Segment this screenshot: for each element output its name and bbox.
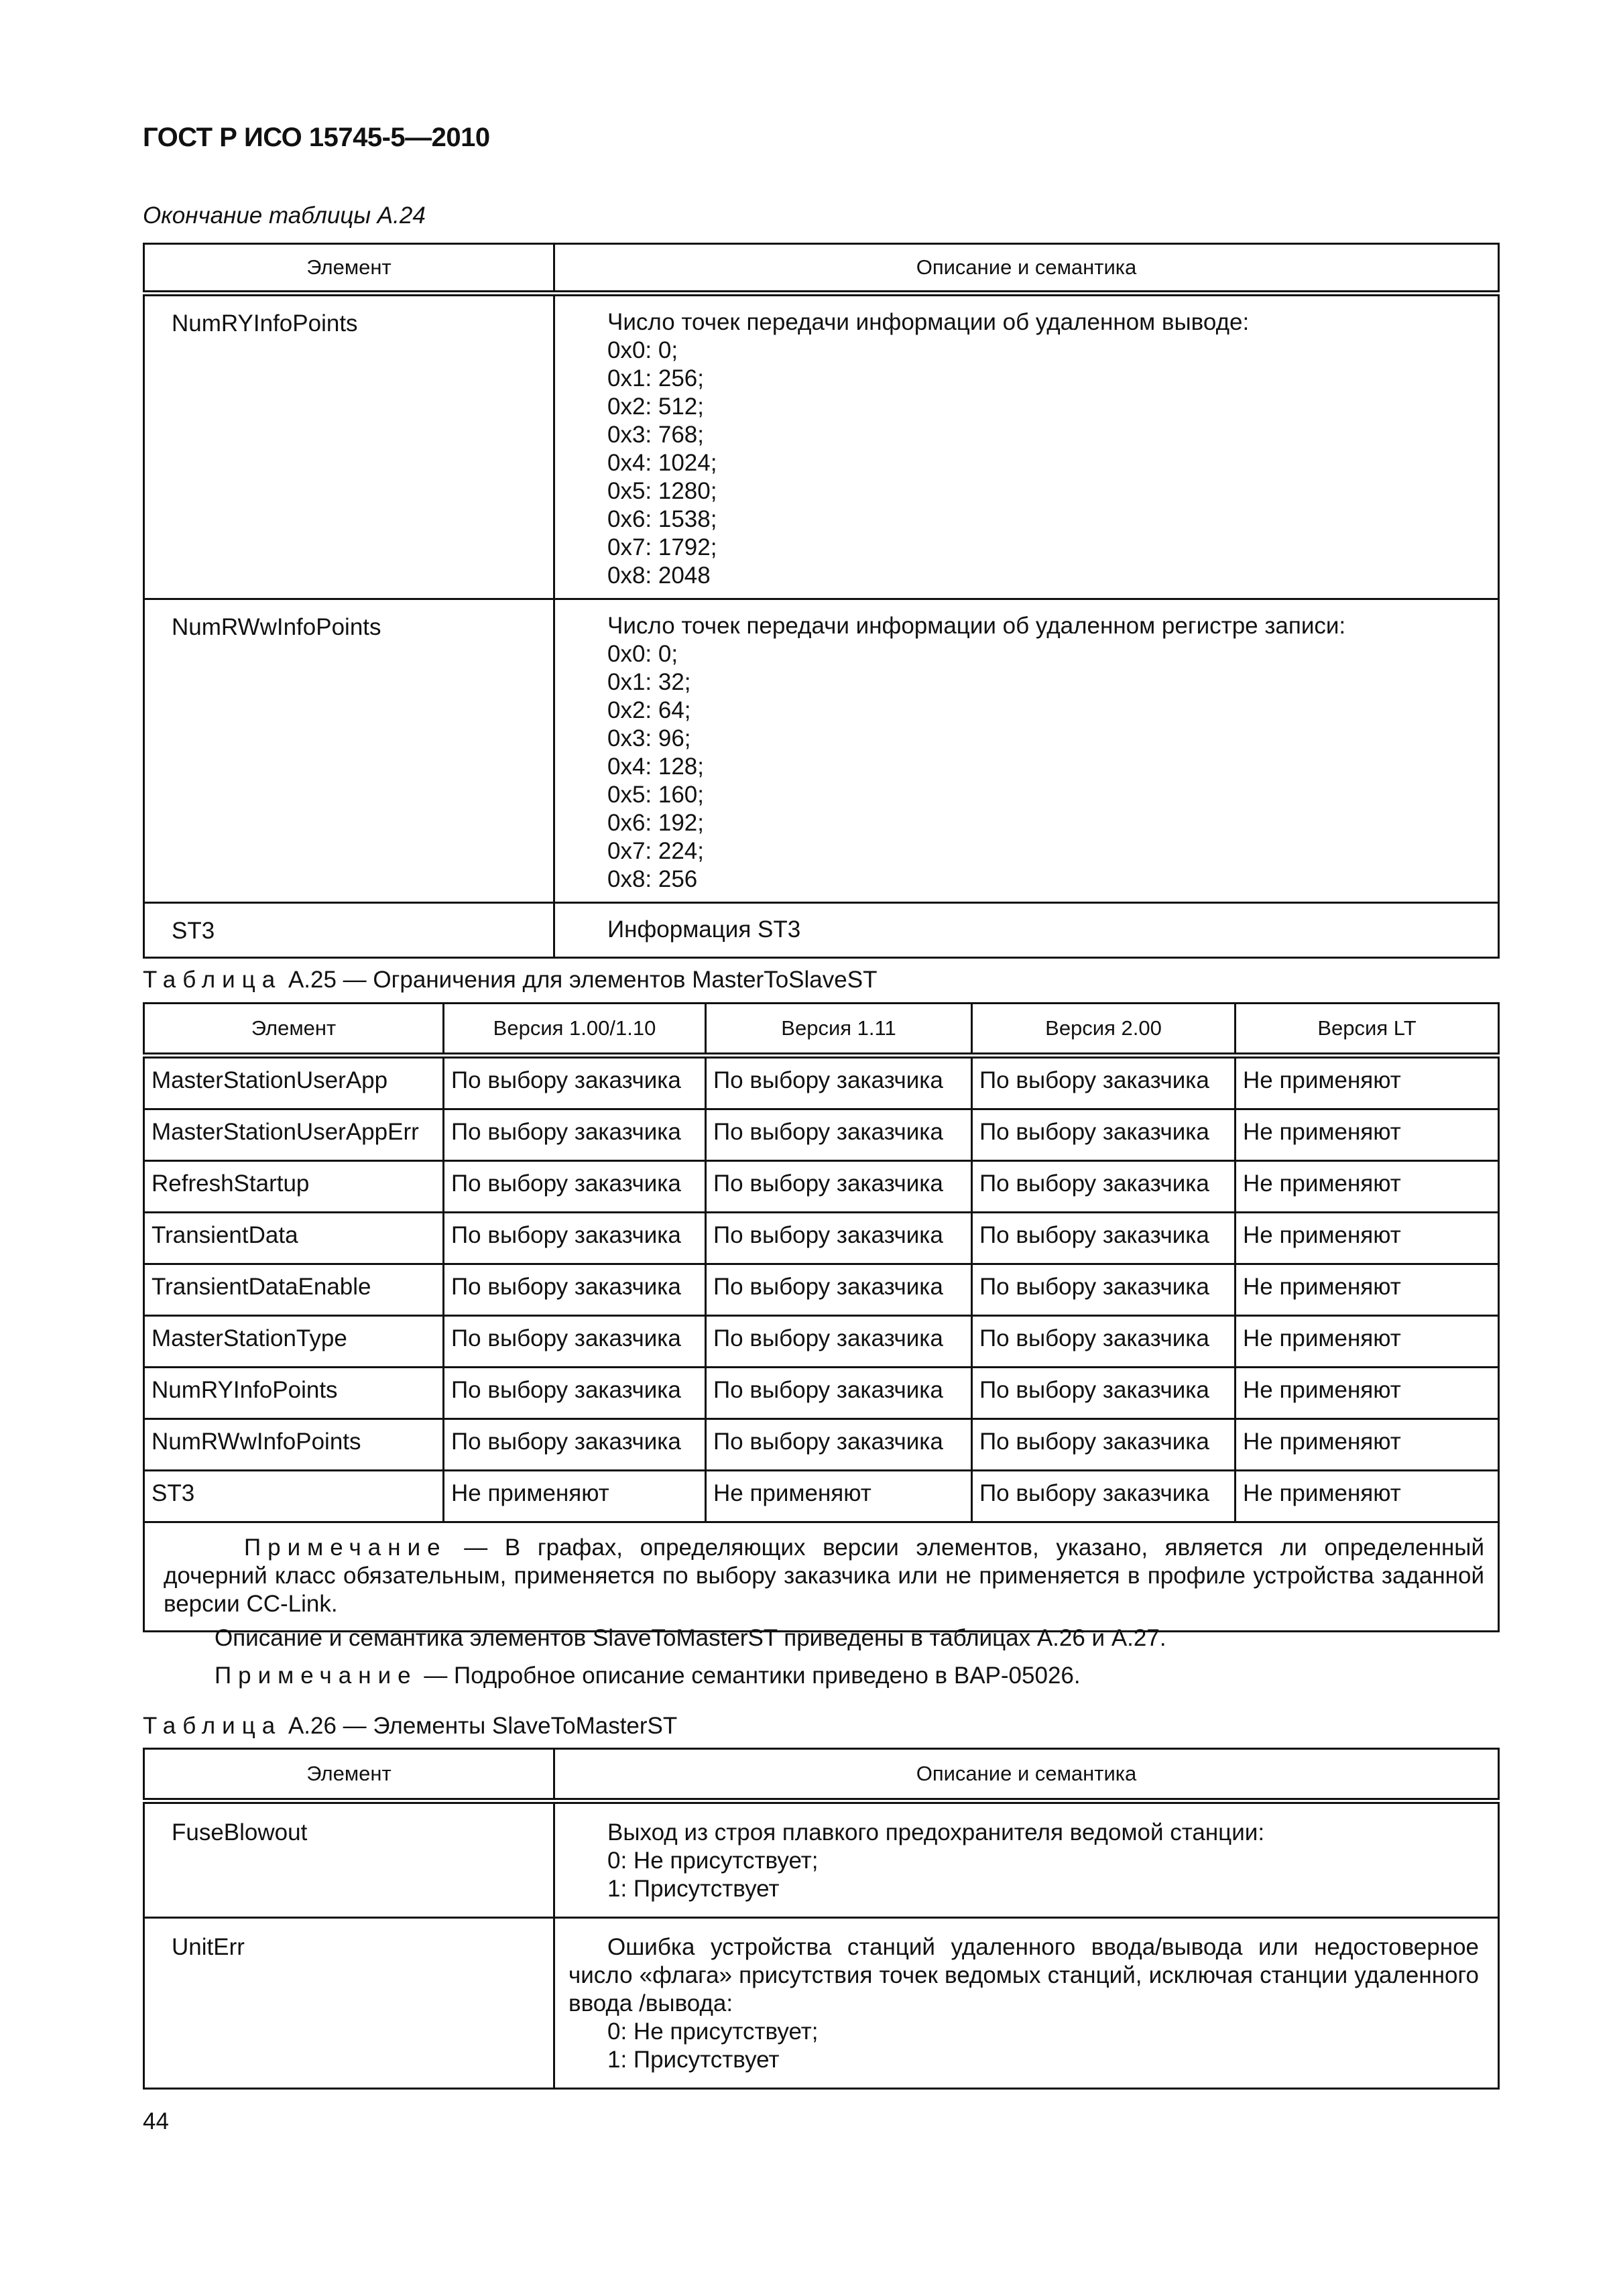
cell: По выбору заказчика <box>444 1109 706 1161</box>
cell: MasterStationType <box>144 1316 444 1368</box>
table-row <box>144 1056 1499 1109</box>
table-a25-caption <box>143 967 877 993</box>
cell: По выбору заказчика <box>972 1471 1236 1522</box>
table-a24-caption: Окончание таблицы А.24 <box>143 202 426 229</box>
caption-label: Таблица <box>143 967 282 993</box>
caption-label: Таблица <box>143 1713 282 1739</box>
description-line: 0: Не присутствует; <box>607 1848 819 1874</box>
description-line: Информация ST3 <box>607 916 801 943</box>
description-line: 0x8: 2048 <box>607 562 711 589</box>
description-line: 0x2: 512; <box>607 394 704 420</box>
note-label: Примечание <box>244 1534 447 1561</box>
column-header: Описание и семантика <box>554 1749 1499 1801</box>
column-header: Элемент <box>144 244 554 294</box>
table-row <box>144 1471 1499 1522</box>
table-row <box>144 1213 1499 1264</box>
element-cell: FuseBlowout <box>144 1801 554 1918</box>
cell: MasterStationUserApp <box>144 1056 444 1109</box>
element-cell: NumRYInfoPoints <box>144 294 554 599</box>
description-cell <box>554 599 1499 903</box>
table-a26-caption <box>143 1713 677 1740</box>
description-line: Число точек передачи информации об удаленном регистре записи: <box>607 613 1346 639</box>
column-header: Версия LT <box>1236 1004 1499 1056</box>
column-header: Версия 2.00 <box>972 1004 1236 1056</box>
cell: По выбору заказчика <box>444 1213 706 1264</box>
description-line: 1: Присутствует <box>607 1876 780 1902</box>
cell: По выбору заказчика <box>972 1056 1236 1109</box>
cell: По выбору заказчика <box>706 1368 972 1419</box>
table-row <box>144 1368 1499 1419</box>
table-row <box>144 1316 1499 1368</box>
page-number: 44 <box>143 2108 169 2134</box>
description-line: 0x0: 0; <box>607 641 678 667</box>
cell: Не применяют <box>1236 1109 1499 1161</box>
cell: По выбору заказчика <box>706 1161 972 1213</box>
description-cell <box>554 294 1499 599</box>
cell: TransientData <box>144 1213 444 1264</box>
cell: По выбору заказчика <box>444 1056 706 1109</box>
table-row <box>144 1109 1499 1161</box>
body-paragraph: Описание и семантика элементов SlaveToMasterST приведены в таблицах А.26 и А.27. <box>215 1625 1166 1651</box>
cell: По выбору заказчика <box>706 1056 972 1109</box>
cell: По выбору заказчика <box>706 1109 972 1161</box>
document-header: ГОСТ Р ИСО 15745-5—2010 <box>143 123 490 152</box>
cell: По выбору заказчика <box>444 1316 706 1368</box>
description-line: 0x8: 256 <box>607 866 698 892</box>
element-cell: NumRWwInfoPoints <box>144 599 554 903</box>
column-header: Описание и семантика <box>554 244 1499 294</box>
element-cell: UnitErr <box>144 1918 554 2089</box>
description-line: Выход из строя плавкого предохранителя ведомой станции: <box>607 1819 1265 1846</box>
cell: Не применяют <box>1236 1161 1499 1213</box>
table-a26 <box>143 1748 1500 2090</box>
description-paragraph: Ошибка устройства станций удаленного ввода/вывода или недостоверное число «флага» присутствия точек ведомых станций, исключая станции удаленного ввода /вывода: <box>568 1934 1479 2016</box>
table-row <box>144 1419 1499 1471</box>
cell: Не применяют <box>706 1471 972 1522</box>
cell: RefreshStartup <box>144 1161 444 1213</box>
cell: Не применяют <box>1236 1368 1499 1419</box>
cell: По выбору заказчика <box>706 1316 972 1368</box>
cell: Не применяют <box>1236 1471 1499 1522</box>
column-header: Элемент <box>144 1004 444 1056</box>
description-line: 0x2: 64; <box>607 697 691 723</box>
description-line: 0: Не присутствует; <box>607 2018 819 2045</box>
cell: По выбору заказчика <box>972 1316 1236 1368</box>
note-text: — В графах, определяющих версии элементов, указано, является ли определенный дочерний класс обязательным, применяется по выбору заказчика или не применяется в профиле устройства заданной версии CC-Link. <box>164 1534 1484 1617</box>
cell: NumRWwInfoPoints <box>144 1419 444 1471</box>
description-cell <box>554 903 1499 958</box>
cell: По выбору заказчика <box>444 1368 706 1419</box>
note-label: Примечание <box>215 1663 418 1689</box>
description-line: 0x4: 1024; <box>607 450 717 476</box>
cell: По выбору заказчика <box>972 1213 1236 1264</box>
body-note <box>215 1663 1081 1689</box>
description-line: 0x7: 224; <box>607 838 704 864</box>
description-line: 1: Присутствует <box>607 2047 780 2073</box>
description-line: 0x3: 768; <box>607 422 704 448</box>
cell: По выбору заказчика <box>972 1161 1236 1213</box>
table-a25 <box>143 1002 1500 1632</box>
caption-text: А.26 — Элементы SlaveToMasterST <box>282 1713 678 1739</box>
table-row <box>144 1161 1499 1213</box>
cell: По выбору заказчика <box>706 1213 972 1264</box>
note-text: — Подробное описание семантики приведено в BAP-05026. <box>417 1663 1081 1689</box>
table-row <box>144 1264 1499 1316</box>
description-line: 0x5: 160; <box>607 782 704 808</box>
column-header: Версия 1.11 <box>706 1004 972 1056</box>
note-row <box>144 1522 1499 1632</box>
cell: По выбору заказчика <box>972 1368 1236 1419</box>
cell: NumRYInfoPoints <box>144 1368 444 1419</box>
cell: По выбору заказчика <box>444 1161 706 1213</box>
description-line: 0x1: 32; <box>607 669 691 695</box>
description-cell <box>554 1801 1499 1918</box>
cell: MasterStationUserAppErr <box>144 1109 444 1161</box>
cell: Не применяют <box>1236 1264 1499 1316</box>
cell: Не применяют <box>444 1471 706 1522</box>
cell: ST3 <box>144 1471 444 1522</box>
description-cell <box>554 1918 1499 2089</box>
cell: По выбору заказчика <box>444 1419 706 1471</box>
cell: По выбору заказчика <box>706 1419 972 1471</box>
description-line: Число точек передачи информации об удаленном выводе: <box>607 309 1250 335</box>
description-line: 0x4: 128; <box>607 753 704 780</box>
description-line: 0x7: 1792; <box>607 534 717 560</box>
cell: Не применяют <box>1236 1056 1499 1109</box>
description-line: 0x6: 1538; <box>607 506 717 532</box>
cell: TransientDataEnable <box>144 1264 444 1316</box>
cell: По выбору заказчика <box>444 1264 706 1316</box>
description-line: 0x5: 1280; <box>607 478 717 504</box>
description-line: 0x1: 256; <box>607 365 704 391</box>
cell: Не применяют <box>1236 1316 1499 1368</box>
column-header: Версия 1.00/1.10 <box>444 1004 706 1056</box>
cell: Не применяют <box>1236 1213 1499 1264</box>
column-header: Элемент <box>144 1749 554 1801</box>
description-line: 0x3: 96; <box>607 725 691 751</box>
description-line: 0x6: 192; <box>607 810 704 836</box>
table-a24 <box>143 243 1500 959</box>
cell: По выбору заказчика <box>972 1109 1236 1161</box>
element-cell: ST3 <box>144 903 554 958</box>
cell: Не применяют <box>1236 1419 1499 1471</box>
table-note <box>144 1522 1499 1632</box>
caption-text: А.25 — Ограничения для элементов MasterToSlaveST <box>282 967 878 993</box>
cell: По выбору заказчика <box>972 1264 1236 1316</box>
cell: По выбору заказчика <box>706 1264 972 1316</box>
description-line: 0x0: 0; <box>607 337 678 363</box>
cell: По выбору заказчика <box>972 1419 1236 1471</box>
